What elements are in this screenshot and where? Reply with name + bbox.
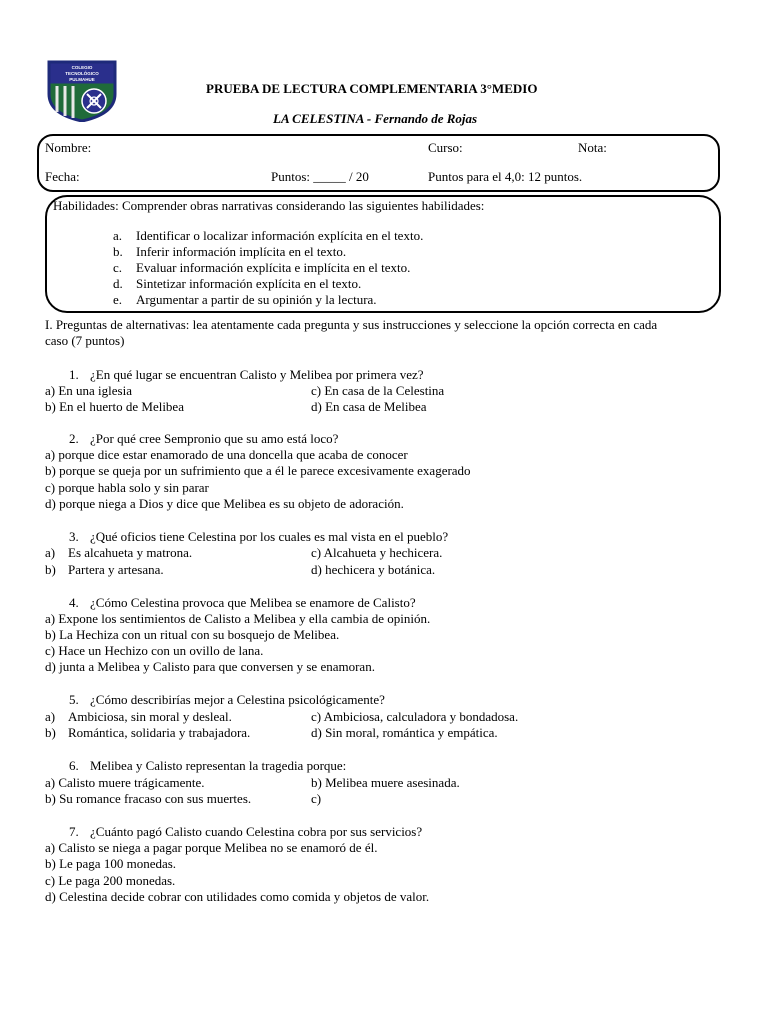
section-instructions-2: caso (7 puntos) (45, 333, 125, 348)
question-text: ¿En qué lugar se encuentran Calisto y Melibea por primera vez? (90, 367, 424, 382)
school-logo (47, 60, 117, 122)
question-number: 3. (69, 529, 79, 544)
answer-option[interactable]: d) porque niega a Dios y dice que Melibea es su objeto de adoración. (45, 496, 404, 511)
answer-option[interactable]: a) En una iglesia (45, 383, 132, 398)
answer-option[interactable]: d) Sin moral, romántica y empática. (311, 725, 498, 740)
answer-option-letter[interactable]: a) (45, 709, 56, 724)
answer-option[interactable]: c) Ambiciosa, calculadora y bondadosa. (311, 709, 519, 724)
answer-option[interactable]: Es alcahueta y matrona. (68, 545, 193, 560)
answer-option[interactable]: c) Alcahueta y hechicera. (311, 545, 443, 560)
answer-option[interactable]: a) Calisto se niega a pagar porque Melibea no se enamoró de él. (45, 840, 378, 855)
skill-item: Argumentar a partir de su opinión y la lectura. (136, 292, 377, 307)
skill-item: Sintetizar información explícita en el texto. (136, 276, 362, 291)
skill-item: Identificar o localizar información explícita en el texto. (136, 228, 424, 243)
answer-option[interactable]: d) hechicera y botánica. (311, 562, 436, 577)
skill-letter: a. (113, 228, 123, 243)
answer-option[interactable]: d) En casa de Melibea (311, 399, 427, 414)
question-number: 4. (69, 595, 79, 610)
question-number: 5. (69, 692, 79, 707)
nombre-label: Nombre: (45, 140, 92, 155)
curso-label: Curso: (428, 140, 463, 155)
answer-option[interactable]: c) porque habla solo y sin parar (45, 480, 209, 495)
answer-option[interactable]: Partera y artesana. (68, 562, 164, 577)
skill-letter: d. (113, 276, 123, 291)
skill-letter: c. (113, 260, 123, 275)
answer-option[interactable]: Romántica, solidaria y trabajadora. (68, 725, 251, 740)
puntos-label: Puntos: _____ / 20 (271, 169, 369, 184)
page-subtitle: LA CELESTINA - Fernando de Rojas (273, 111, 478, 126)
question-text: ¿Cuánto pagó Calisto cuando Celestina cobra por sus servicios? (90, 824, 423, 839)
answer-option[interactable]: b) Melibea muere asesinada. (311, 775, 460, 790)
answer-option[interactable]: b) porque se queja por un sufrimiento que a él le parece excesivamente exagerado (45, 463, 471, 478)
answer-option[interactable]: c) Le paga 200 monedas. (45, 873, 176, 888)
logo-line-1: COLEGIO (71, 65, 93, 70)
answer-option[interactable]: b) La Hechiza con un ritual con su bosquejo de Melibea. (45, 627, 340, 642)
question-text: ¿Qué oficios tiene Celestina por los cuales es mal vista en el pueblo? (90, 529, 449, 544)
question-number: 1. (69, 367, 79, 382)
answer-option[interactable]: d) junta a Melibea y Calisto para que conversen y se enamoran. (45, 659, 375, 674)
answer-option[interactable]: c) En casa de la Celestina (311, 383, 445, 398)
answer-option[interactable]: b) Le paga 100 monedas. (45, 856, 177, 871)
answer-option[interactable]: b) Su romance fracaso con sus muertes. (45, 791, 252, 806)
answer-option[interactable]: a) porque dice estar enamorado de una doncella que acaba de conocer (45, 447, 408, 462)
skill-item: Inferir información implícita en el texto. (136, 244, 347, 259)
answer-option[interactable]: Ambiciosa, sin moral y desleal. (68, 709, 232, 724)
skills-intro: Habilidades: Comprender obras narrativas considerando las siguientes habilidades: (53, 198, 485, 213)
answer-option[interactable]: c) Hace un Hechizo con un ovillo de lana. (45, 643, 264, 658)
logo-line-3: PULMAHUE (69, 77, 95, 82)
answer-option[interactable]: a) Expone los sentimientos de Calisto a Melibea y ella cambia de opinión. (45, 611, 431, 626)
fecha-label: Fecha: (45, 169, 80, 184)
answer-option-letter[interactable]: b) (45, 562, 56, 577)
section-instructions: I. Preguntas de alternativas: lea atentamente cada pregunta y sus instrucciones y seleccione la opción correcta en cada (45, 317, 658, 332)
answer-option-letter[interactable]: a) (45, 545, 56, 560)
answer-option[interactable]: b) En el huerto de Melibea (45, 399, 184, 414)
question-text: Melibea y Calisto representan la tragedia porque: (90, 758, 347, 773)
question-text: ¿Cómo describirías mejor a Celestina psicológicamente? (90, 692, 385, 707)
question-number: 7. (69, 824, 79, 839)
skill-letter: e. (113, 292, 123, 307)
puntos-4-label: Puntos para el 4,0: 12 puntos. (428, 169, 583, 184)
question-number: 6. (69, 758, 79, 773)
question-text: ¿Por qué cree Sempronio que su amo está loco? (90, 431, 339, 446)
answer-option[interactable]: a) Calisto muere trágicamente. (45, 775, 205, 790)
answer-option[interactable]: c) (311, 791, 322, 806)
skill-letter: b. (113, 244, 123, 259)
page-title: PRUEBA DE LECTURA COMPLEMENTARIA 3°MEDIO (206, 81, 538, 96)
question-number: 2. (69, 431, 79, 446)
nota-label: Nota: (578, 140, 607, 155)
question-text: ¿Cómo Celestina provoca que Melibea se enamore de Calisto? (90, 595, 416, 610)
skill-item: Evaluar información explícita e implícita en el texto. (136, 260, 411, 275)
answer-option-letter[interactable]: b) (45, 725, 56, 740)
logo-line-2: TECNOLÓGICO (65, 71, 99, 76)
answer-option[interactable]: d) Celestina decide cobrar con utilidades como comida y objetos de valor. (45, 889, 430, 904)
student-info-box (37, 134, 720, 192)
